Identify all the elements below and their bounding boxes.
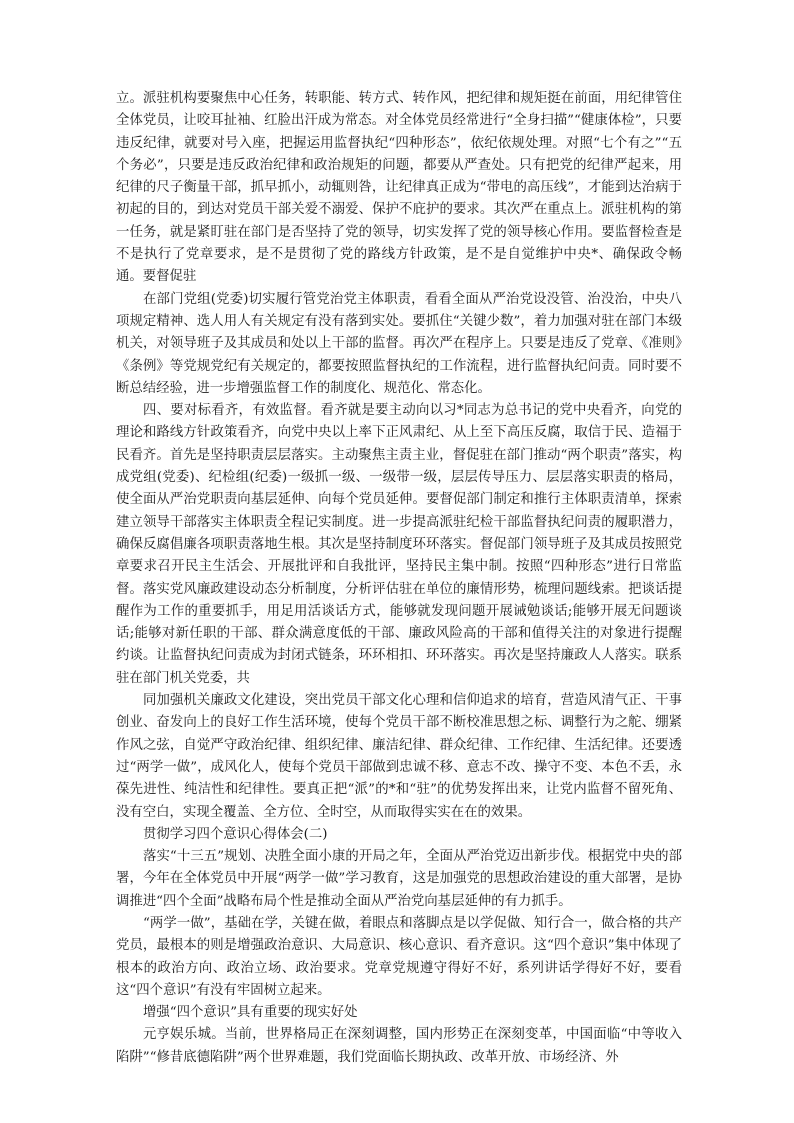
paragraph-3: 四、要对标看齐，有效监督。看齐就是要主动向以习*同志为总书记的党中央看齐，向党的理论和路线方针政策看齐，向党中央以上率下正风肃纪、从上至下高压反腐，取信于民、造福于民看齐。首先是坚持职责层层落实。主动聚焦主责主业，督促驻在部门推动“两个职责”落实，构成党组(党委)、纪检组(纪委)一级抓一级、一级带一级，层层传导压力、层层落实职责的格局，使全面从严治党职责向基层延伸、向每个党员延伸。要督促部门制定和推行主体职责清单，探索建立领导干部落实主体职责全程记实制度。进一步提高派驻纪检干部监督执纪问责的履职潜力，确保反腐倡廉各项职责落地生根。其次是坚持制度环环落实。督促部门领导班子及其成员按照党章要求召开民主生活会、开展批评和自我批评，坚持民主集中制。按照“四种形态”进行日常监督。落实党风廉政建设动态分析制度，分析评估驻在单位的廉情形势，梳理问题线索。把谈话提醒作为工作的重要抓手，用足用活谈话方式，能够就发现问题开展诫勉谈话;能够开展无问题谈话;能够对新任职的干部、群众满意度低的干部、廉政风险高的干部和值得关注的对象进行提醒约谈。让监督执纪问责成为封闭式链条，环环相扣、环环落实。再次是坚持廉政人人落实。联系驻在部门机关党委，共 bbox=[116, 403, 682, 686]
subsection-title: 增强“四个意识”具有重要的现实好处 bbox=[143, 1005, 358, 1021]
paragraph-1: 立。派驻机构要聚焦中心任务，转职能、转方式、转作风，把纪律和规矩挺在前面，用纪律管住全体党员，让咬耳扯袖、红脸出汗成为常态。对全体党员经常进行“全身扫描”“健康体检”，只要违反纪律，就要对号入座，把握运用监督执纪“四种形态”，依纪依规处理。对照“七个有之”“五个务必”，只要是违反政治纪律和政治规矩的问题，都要从严查处。只有把党的纪律严起来，用纪律的尺子衡量干部，抓早抓小，动辄则咎，让纪律真正成为“带电的高压线”，才能到达治病于初起的目的，到达对党员干部关爱不溺爱、保护不庇护的要求。其次严在重点上。派驻机构的第一任务，就是紧盯驻在部门是否坚持了党的领导，切实发挥了党的领导核心作用。要监督检查是不是执行了党章要求，是不是贯彻了党的路线方针政策，是不是自觉维护中央*、确保政令畅通。要督促驻 bbox=[116, 91, 682, 285]
document-body bbox=[116, 88, 682, 1069]
paragraph-5: 落实“十三五”规划、决胜全面小康的开局之年，全面从严治党迈出新步伐。根据党中央的部署，今年在全体党员中开展“两学一做”学习教育，这是加强党的思想政治建设的重大部署，是协调推进“四个全面”战略布局个性是推动全面从严治党向基层延伸的有力抓手。 bbox=[116, 849, 682, 909]
paragraph-4: 同加强机关廉政文化建设，突出党员干部文化心理和信仰追求的培育，营造风清气正、干事创业、奋发向上的良好工作生活环境，使每个党员干部不断校准思想之标、调整行为之舵、绷紧作风之弦，自觉严守政治纪律、组织纪律、廉洁纪律、群众纪律、工作纪律、生活纪律。还要透过“两学一做”，成风化人，使每个党员干部做到忠诚不移、意志不改、操守不变、本色不丢，永葆先进性、纯洁性和纪律性。要真正把“派”的*和“驻”的优势发挥出来，让党内监督不留死角、没有空白，实现全覆盖、全方位、全时空，从而取得实实在在的效果。 bbox=[116, 693, 682, 820]
paragraph-2: 在部门党组(党委)切实履行管党治党主体职责，看看全面从严治党设没管、治没治，中央八项规定精神、选人用人有关规定有没有落到实处。要抓住“关键少数”，着力加强对驻在部门本级机关，对领导班子及其成员和处以上干部的监督。再次严在程序上。只要是违反了党章、《准则》《条例》等党规党纪有关规定的，都要按照监督执纪的工作流程，进行监督执纪问责。同时要不断总结经验，进一步增强监督工作的制度化、规范化、常态化。 bbox=[116, 291, 682, 396]
section-title: 贯彻学习四个意识心得体会(二) bbox=[143, 826, 328, 842]
paragraph-6: “两学一做”，基础在学，关键在做，着眼点和落脚点是以学促做、知行合一，做合格的共产党员，最根本的则是增强政治意识、大局意识、核心意识、看齐意识。这“四个意识”集中体现了根本的政治方向、政治立场、政治要求。党章党规遵守得好不好，系列讲话学得好不好，要看这“四个意识”有没有牢固树立起来。 bbox=[116, 915, 682, 998]
paragraph-7: 元亨娱乐城。当前，世界格局正在深刻调整，国内形势正在深刻变革，中国面临“中等收入陷阱”“修昔底德陷阱”两个世界难题，我们党面临长期执政、改革开放、市场经济、外 bbox=[116, 1027, 682, 1065]
